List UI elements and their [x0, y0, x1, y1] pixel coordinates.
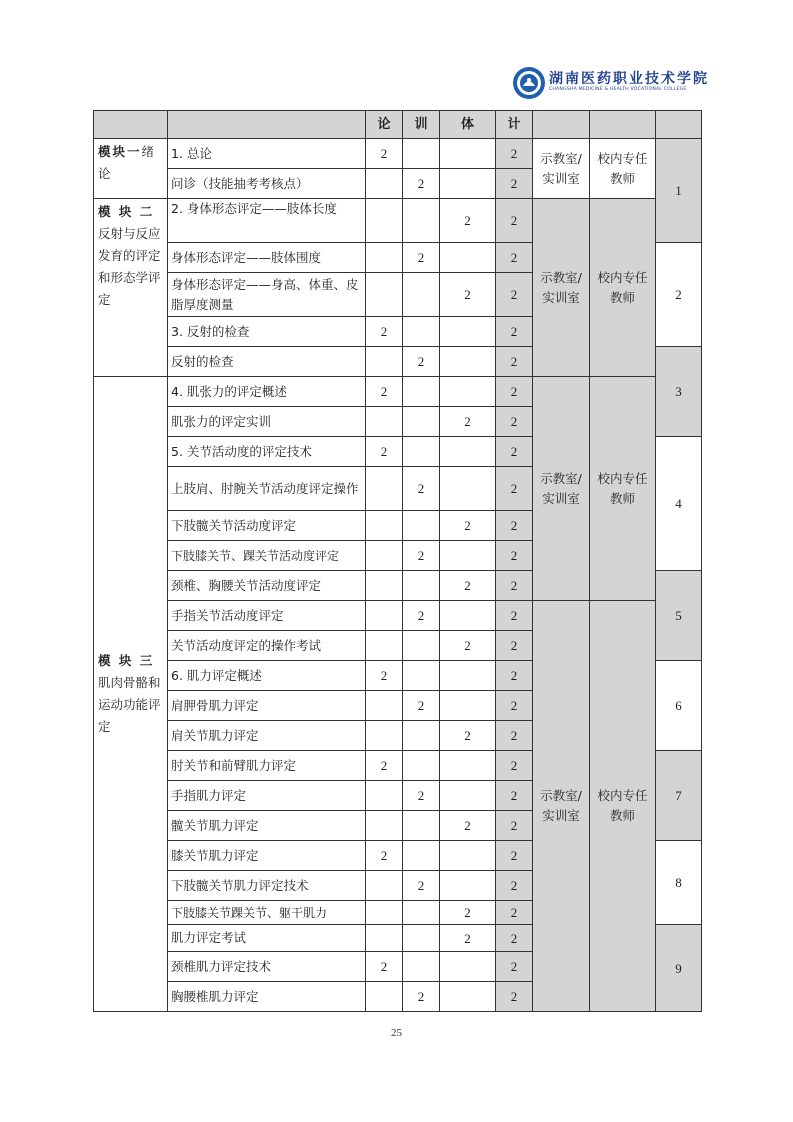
- total-hours: 2: [496, 377, 533, 407]
- location-cell: 示教室/实训室: [533, 601, 590, 1012]
- topic-cell: 颈椎肌力评定技术: [168, 952, 366, 982]
- total-hours: 2: [496, 541, 533, 571]
- experiment-hours: 2: [440, 571, 496, 601]
- lecture-hours: [366, 571, 403, 601]
- practice-hours: 2: [403, 541, 440, 571]
- lecture-hours: [366, 901, 403, 925]
- practice-hours: [403, 952, 440, 982]
- topic-cell: 肩关节肌力评定: [168, 721, 366, 751]
- practice-hours: 2: [403, 347, 440, 377]
- practice-hours: [403, 317, 440, 347]
- total-hours: 2: [496, 511, 533, 541]
- lecture-hours: 2: [366, 841, 403, 871]
- topic-cell: 手指肌力评定: [168, 781, 366, 811]
- practice-hours: 2: [403, 243, 440, 273]
- experiment-hours: [440, 691, 496, 721]
- experiment-hours: 2: [440, 901, 496, 925]
- practice-hours: 2: [403, 467, 440, 511]
- header-cell: [94, 111, 168, 139]
- experiment-hours: [440, 751, 496, 781]
- topic-cell: 反射的检查: [168, 347, 366, 377]
- practice-hours: [403, 139, 440, 169]
- experiment-hours: 2: [440, 721, 496, 751]
- topic-cell: 肌张力的评定实训: [168, 407, 366, 437]
- table-row: [94, 377, 702, 407]
- total-hours: 2: [496, 243, 533, 273]
- practice-hours: [403, 273, 440, 317]
- practice-hours: [403, 811, 440, 841]
- week-cell: 1: [656, 139, 702, 243]
- practice-hours: [403, 377, 440, 407]
- total-hours: 2: [496, 871, 533, 901]
- header-cell: [533, 111, 590, 139]
- experiment-hours: [440, 437, 496, 467]
- header-experiment: 体: [440, 111, 496, 139]
- topic-cell: 膝关节肌力评定: [168, 841, 366, 871]
- topic-cell: 上肢肩、肘腕关节活动度评定操作: [168, 467, 366, 511]
- practice-hours: [403, 661, 440, 691]
- total-hours: 2: [496, 721, 533, 751]
- module-desc: 肌肉骨骼和运动功能评定: [98, 675, 161, 734]
- topic-cell: 5. 关节活动度的评定技术: [168, 437, 366, 467]
- practice-hours: [403, 901, 440, 925]
- week-cell: 6: [656, 661, 702, 751]
- topic-cell: 颈椎、胸腰关节活动度评定: [168, 571, 366, 601]
- week-cell: 8: [656, 841, 702, 925]
- experiment-hours: 2: [440, 273, 496, 317]
- experiment-hours: 2: [440, 199, 496, 243]
- total-hours: 2: [496, 982, 533, 1012]
- topic-cell: 胸腰椎肌力评定: [168, 982, 366, 1012]
- lecture-hours: [366, 631, 403, 661]
- topic-cell: 3. 反射的检查: [168, 317, 366, 347]
- topic-cell: 手指关节活动度评定: [168, 601, 366, 631]
- total-hours: 2: [496, 781, 533, 811]
- lecture-hours: [366, 601, 403, 631]
- practice-hours: 2: [403, 169, 440, 199]
- total-hours: 2: [496, 841, 533, 871]
- week-cell: 4: [656, 437, 702, 571]
- experiment-hours: [440, 541, 496, 571]
- lecture-hours: [366, 925, 403, 952]
- total-hours: 2: [496, 467, 533, 511]
- total-hours: 2: [496, 601, 533, 631]
- experiment-hours: [440, 982, 496, 1012]
- table-row: [94, 139, 702, 169]
- page-number: 25: [391, 1027, 402, 1039]
- practice-hours: [403, 437, 440, 467]
- practice-hours: 2: [403, 781, 440, 811]
- practice-hours: 2: [403, 871, 440, 901]
- header-total: 计: [496, 111, 533, 139]
- total-hours: 2: [496, 317, 533, 347]
- teacher-cell: 校内专任教师: [590, 199, 656, 377]
- header-cell: [590, 111, 656, 139]
- practice-hours: [403, 721, 440, 751]
- header-lecture: 论: [366, 111, 403, 139]
- experiment-hours: [440, 139, 496, 169]
- module-desc: 绪论: [98, 144, 155, 181]
- teacher-cell: 校内专任教师: [590, 601, 656, 1012]
- topic-cell: 肩胛骨肌力评定: [168, 691, 366, 721]
- experiment-hours: [440, 781, 496, 811]
- total-hours: 2: [496, 661, 533, 691]
- lecture-hours: [366, 347, 403, 377]
- experiment-hours: [440, 661, 496, 691]
- header-practice: 训: [403, 111, 440, 139]
- experiment-hours: [440, 841, 496, 871]
- experiment-hours: [440, 952, 496, 982]
- topic-cell: 身体形态评定——肢体围度: [168, 243, 366, 273]
- lecture-hours: [366, 467, 403, 511]
- practice-hours: [403, 751, 440, 781]
- module-title: 模块一: [98, 144, 142, 159]
- lecture-hours: [366, 407, 403, 437]
- practice-hours: 2: [403, 982, 440, 1012]
- practice-hours: [403, 841, 440, 871]
- lecture-hours: [366, 982, 403, 1012]
- topic-cell: 2. 身体形态评定——肢体长度: [168, 199, 366, 243]
- experiment-hours: [440, 377, 496, 407]
- college-logo: [512, 66, 709, 100]
- experiment-hours: 2: [440, 511, 496, 541]
- week-cell: 3: [656, 347, 702, 437]
- table-row: [94, 601, 702, 631]
- lecture-hours: [366, 721, 403, 751]
- experiment-hours: 2: [440, 925, 496, 952]
- lecture-hours: [366, 781, 403, 811]
- week-cell: 5: [656, 571, 702, 661]
- topic-cell: 问诊（技能抽考考核点）: [168, 169, 366, 199]
- module-3-cell: [94, 377, 168, 1012]
- topic-cell: 1. 总论: [168, 139, 366, 169]
- teacher-cell: 校内专任教师: [590, 139, 656, 199]
- total-hours: 2: [496, 139, 533, 169]
- lecture-hours: 2: [366, 952, 403, 982]
- week-cell: 9: [656, 925, 702, 1012]
- experiment-hours: 2: [440, 407, 496, 437]
- topic-cell: 下肢髋关节活动度评定: [168, 511, 366, 541]
- lecture-hours: [366, 169, 403, 199]
- total-hours: 2: [496, 751, 533, 781]
- lecture-hours: [366, 243, 403, 273]
- lecture-hours: [366, 691, 403, 721]
- topic-cell: 下肢髋关节肌力评定技术: [168, 871, 366, 901]
- total-hours: 2: [496, 925, 533, 952]
- teacher-cell: 校内专任教师: [590, 377, 656, 601]
- total-hours: 2: [496, 273, 533, 317]
- week-cell: 7: [656, 751, 702, 841]
- lecture-hours: 2: [366, 437, 403, 467]
- lecture-hours: 2: [366, 317, 403, 347]
- experiment-hours: [440, 467, 496, 511]
- total-hours: 2: [496, 691, 533, 721]
- lecture-hours: [366, 811, 403, 841]
- total-hours: 2: [496, 407, 533, 437]
- location-cell: 示教室/实训室: [533, 139, 590, 199]
- total-hours: 2: [496, 571, 533, 601]
- experiment-hours: 2: [440, 631, 496, 661]
- lecture-hours: 2: [366, 377, 403, 407]
- module-2-cell: [94, 199, 168, 377]
- header-cell: [656, 111, 702, 139]
- practice-hours: [403, 407, 440, 437]
- lecture-hours: [366, 511, 403, 541]
- location-cell: 示教室/实训室: [533, 377, 590, 601]
- module-title: 模 块 三: [98, 653, 155, 668]
- topic-cell: 6. 肌力评定概述: [168, 661, 366, 691]
- lecture-hours: 2: [366, 139, 403, 169]
- practice-hours: [403, 511, 440, 541]
- lecture-hours: [366, 273, 403, 317]
- college-name-cn: 湖南医药职业技术学院: [549, 71, 709, 87]
- practice-hours: [403, 925, 440, 952]
- total-hours: 2: [496, 901, 533, 925]
- module-title: 模 块 二: [98, 204, 155, 219]
- total-hours: 2: [496, 199, 533, 243]
- location-cell: 示教室/实训室: [533, 199, 590, 377]
- topic-cell: 下肢膝关节踝关节、躯干肌力: [168, 901, 366, 925]
- topic-cell: 髋关节肌力评定: [168, 811, 366, 841]
- experiment-hours: [440, 601, 496, 631]
- header-cell: [168, 111, 366, 139]
- header-row: [94, 111, 702, 139]
- topic-cell: 肘关节和前臂肌力评定: [168, 751, 366, 781]
- experiment-hours: [440, 243, 496, 273]
- table-row: [94, 199, 702, 243]
- experiment-hours: [440, 169, 496, 199]
- college-name-en: CHANGSHA MEDICINE & HEALTH VOCATIONAL COLLEGE: [549, 87, 687, 92]
- total-hours: 2: [496, 169, 533, 199]
- total-hours: 2: [496, 952, 533, 982]
- experiment-hours: 2: [440, 811, 496, 841]
- practice-hours: 2: [403, 601, 440, 631]
- lecture-hours: [366, 871, 403, 901]
- practice-hours: [403, 199, 440, 243]
- practice-hours: 2: [403, 691, 440, 721]
- total-hours: 2: [496, 811, 533, 841]
- practice-hours: [403, 631, 440, 661]
- module-1-cell: [94, 139, 168, 199]
- topic-cell: 下肢膝关节、踝关节活动度评定: [168, 541, 366, 571]
- total-hours: 2: [496, 631, 533, 661]
- lecture-hours: 2: [366, 661, 403, 691]
- experiment-hours: [440, 347, 496, 377]
- topic-cell: 肌力评定考试: [168, 925, 366, 952]
- total-hours: 2: [496, 437, 533, 467]
- experiment-hours: [440, 871, 496, 901]
- practice-hours: [403, 571, 440, 601]
- topic-cell: 身体形态评定——身高、体重、皮脂厚度测量: [168, 273, 366, 317]
- module-desc: 反射与反应发育的评定和形态学评定: [98, 226, 161, 307]
- college-seal-icon: [512, 66, 546, 100]
- lecture-hours: [366, 541, 403, 571]
- lecture-hours: 2: [366, 751, 403, 781]
- topic-cell: 关节活动度评定的操作考试: [168, 631, 366, 661]
- experiment-hours: [440, 317, 496, 347]
- total-hours: 2: [496, 347, 533, 377]
- topic-cell: 4. 肌张力的评定概述: [168, 377, 366, 407]
- course-schedule-table: [93, 110, 702, 1012]
- week-cell: 2: [656, 243, 702, 347]
- lecture-hours: [366, 199, 403, 243]
